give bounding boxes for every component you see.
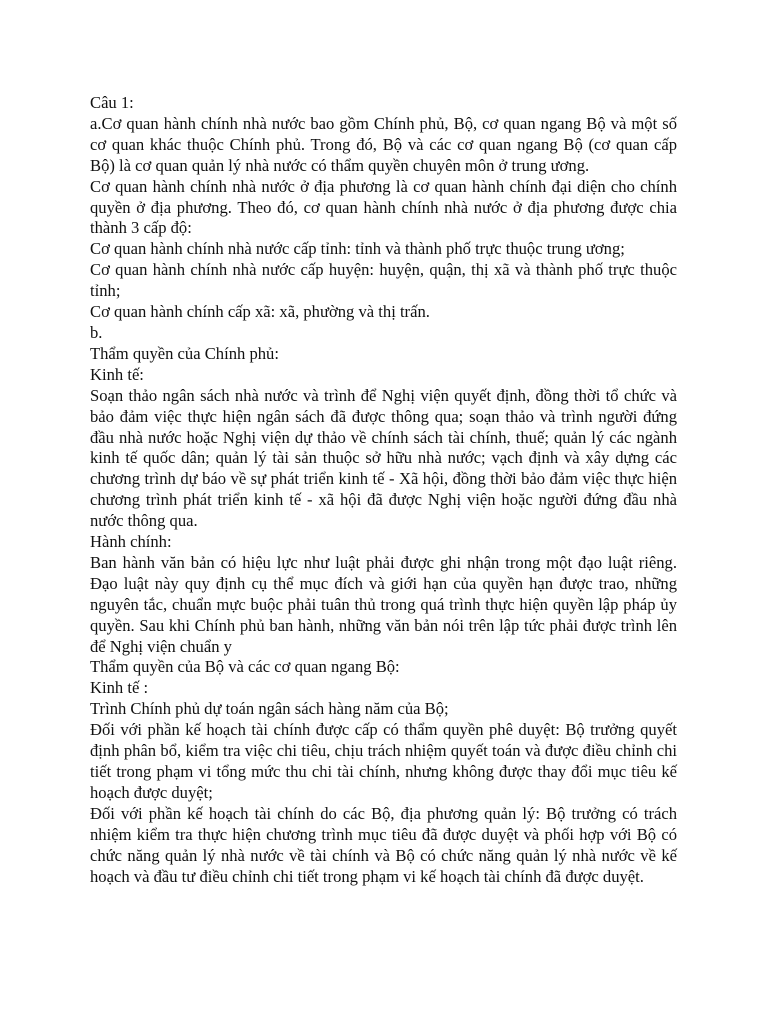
paragraph-ministry-budget: Trình Chính phủ dự toán ngân sách hàng năm của Bộ; [90,699,449,719]
paragraph-a-intro: a.Cơ quan hành chính nhà nước bao gồm Chính phủ, Bộ, cơ quan ngang Bộ và một số cơ quan khác thuộc Chính phủ. Trong đó, Bộ và các cơ quan ngang Bộ (cơ quan cấp Bộ) là cơ quan quản lý nhà nước có thẩm quyền chuyên môn ở trung ương. [90,113,677,175]
paragraph-managed-financial-plan: Đối với phần kế hoạch tài chính do các Bộ, địa phương quản lý: Bộ trưởng có trách nhiệm kiểm tra thực hiện chương trình mục tiêu đã được duyệt và phối hợp với Bộ có chức năng quản lý nhà nước về tài chính và Bộ có chức năng quản lý nhà nước về kế hoạch và đầu tư điều chỉnh chi tiết trong phạm vi kế hoạch tài chính đã được duyệt. [90,803,677,886]
list-item-commune-level: Cơ quan hành chính cấp xã: xã, phường và thị trấn. [90,302,430,322]
paragraph-government-administration: Ban hành văn bản có hiệu lực như luật phải được ghi nhận trong một đạo luật riêng. Đạo luật này quy định cụ thể mục đích và giới hạn của quyền hạn được trao, những nguyên tắc, chuẩn mực buộc phải tuân thủ trong quá trình thực hiện quyền lập pháp ủy quyền. Sau khi Chính phủ ban hành, những văn bản nói trên lập tức phải được trình lên để Nghị viện chuẩn y [90,552,677,656]
subheading-administration: Hành chính: [90,532,172,552]
list-item-province-level: Cơ quan hành chính nhà nước cấp tỉnh: tỉnh và thành phố trực thuộc trung ương; [90,239,625,259]
heading-government-authority: Thẩm quyền của Chính phủ: [90,343,279,363]
paragraph-local-admin: Cơ quan hành chính nhà nước ở địa phương là cơ quan hành chính đại diện cho chính quyền ở địa phương. Theo đó, cơ quan hành chính nhà nước ở địa phương được chia thành 3 cấp độ: [90,176,677,238]
paragraph-government-economy: Soạn thảo ngân sách nhà nước và trình để Nghị viện quyết định, đồng thời tổ chức và bảo đảm việc thực hiện ngân sách đã được thông qua; soạn thảo và trình người đứng đầu nhà nước hoặc Nghị viện dự thảo về chính sách tài chính, thuế; quản lý các ngành kinh tế quốc dân; quản lý tài sản thuộc sở hữu nhà nước; vạch định và xây dựng các chương trình dự báo về sự phát triển kinh tế - Xã hội, đồng thời bảo đảm việc thực hiện chương trình phát triển kinh tế - xã hội đã được Nghị viện hoặc người đứng đầu nhà nước thông qua. [90,385,677,531]
subheading-ministry-economy: Kinh tế : [90,678,149,698]
section-b-label: b. [90,322,103,342]
list-item-district-level: Cơ quan hành chính nhà nước cấp huyện: huyện, quận, thị xã và thành phố trực thuộc tỉnh; [90,260,677,301]
document-page [90,93,677,887]
heading-ministry-authority: Thẩm quyền của Bộ và các cơ quan ngang Bộ: [90,657,400,677]
paragraph-approved-financial-plan: Đối với phần kế hoạch tài chính được cấp có thẩm quyền phê duyệt: Bộ trưởng quyết định phân bổ, kiểm tra việc chi tiêu, chịu trách nhiệm quyết toán và được điều chỉnh chi tiết trong phạm vi tổng mức thu chi tài chính, nhưng không được thay đổi mục tiêu kế hoạch được duyệt; [90,720,677,802]
subheading-economy: Kinh tế: [90,364,144,384]
question-heading: Câu 1: [90,93,134,112]
